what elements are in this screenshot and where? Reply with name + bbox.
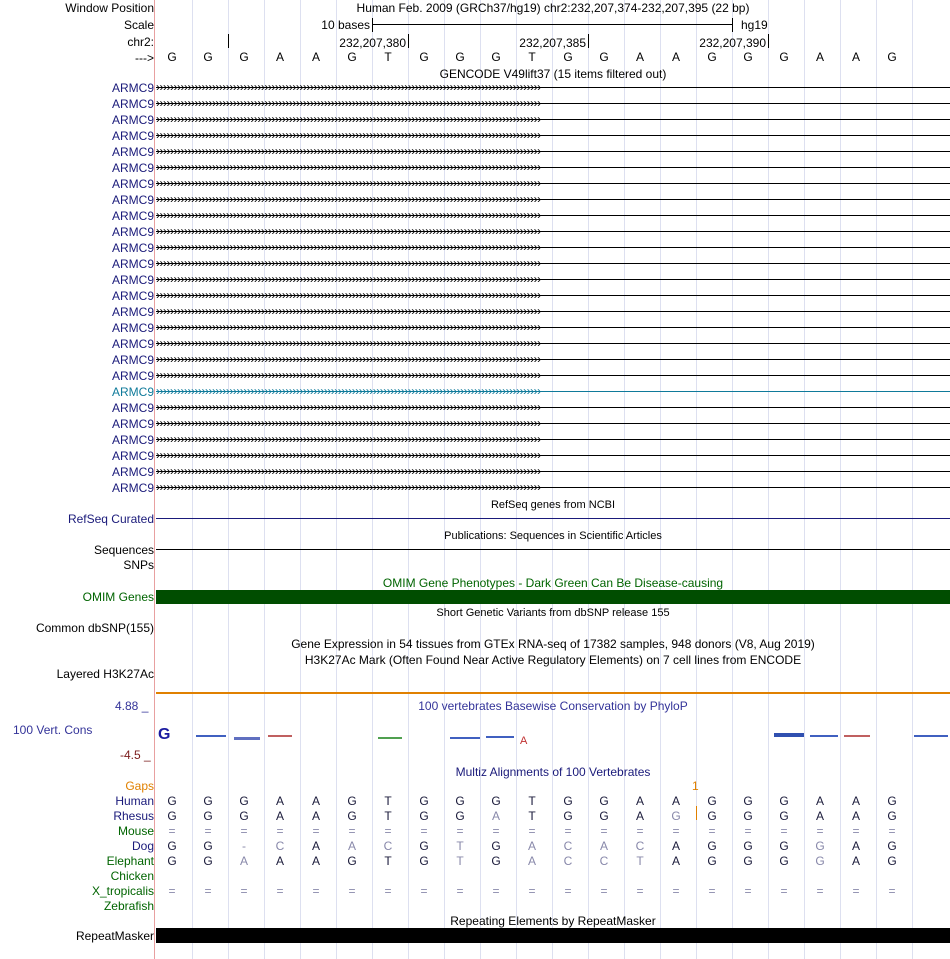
aligned-base: G xyxy=(347,854,357,868)
phylop-mark xyxy=(844,735,870,737)
species-label[interactable]: Rhesus xyxy=(113,809,154,823)
phylop-base-a: A xyxy=(520,735,528,747)
dbsnp-label[interactable]: Common dbSNP(155) xyxy=(35,621,154,635)
strand-arrows: ›››››››››››››››››››››››››››››››››››››››››››››››››››››››››››››››››››››››››››››››››››››››››››››››››››››››››››››› xyxy=(156,192,541,206)
aligned-base: A xyxy=(671,794,680,808)
aligned-base: G xyxy=(455,809,465,823)
strand-arrows: ›››››››››››››››››››››››››››››››››››››››››››››››››››››››››››››››››››››››››››››››››››››››››››››››››››››››››››››› xyxy=(156,336,541,350)
aligned-base: A xyxy=(815,794,824,808)
gencode-transcript-line[interactable] xyxy=(156,240,950,254)
gencode-transcript-line[interactable] xyxy=(156,176,950,190)
gencode-transcript-line[interactable] xyxy=(156,400,950,414)
gencode-transcript-line[interactable] xyxy=(156,192,950,206)
aligned-base: = xyxy=(384,824,392,838)
aligned-base: G xyxy=(887,854,897,868)
aligned-base: G xyxy=(203,794,213,808)
strand-arrows: ›››››››››››››››››››››››››››››››››››››››››››››››››››››››››››››››››››››››››››››››››››››››››››››››››››››››››››››› xyxy=(156,288,541,302)
omim-track-title: OMIM Gene Phenotypes - Dark Green Can Be Disease-causing xyxy=(382,576,724,590)
h3k27ac-track[interactable] xyxy=(156,692,950,694)
species-label[interactable]: X_tropicalis xyxy=(91,884,154,898)
aligned-base: G xyxy=(491,839,501,853)
reference-base: G xyxy=(491,50,501,64)
aligned-base: G xyxy=(743,794,753,808)
aligned-base: = xyxy=(384,884,392,898)
aligned-base: G xyxy=(419,809,429,823)
gencode-transcript-line[interactable] xyxy=(156,480,950,494)
gencode-item-label[interactable]: ARMC9 xyxy=(111,241,154,255)
repeatmasker-track-title: Repeating Elements by RepeatMasker xyxy=(450,914,656,928)
aligned-base: = xyxy=(708,884,716,898)
gencode-item-label[interactable]: ARMC9 xyxy=(111,81,154,95)
coord-tick xyxy=(228,34,229,48)
aligned-base: A xyxy=(671,854,680,868)
aligned-base: = xyxy=(744,824,752,838)
reference-base: A xyxy=(275,50,284,64)
refseq-curated-track[interactable] xyxy=(156,518,950,519)
aligned-base: = xyxy=(708,824,716,838)
gencode-item-label[interactable]: ARMC9 xyxy=(111,369,154,383)
reference-base: G xyxy=(779,50,789,64)
gencode-item-label[interactable]: ARMC9 xyxy=(111,337,154,351)
aligned-base: T xyxy=(384,809,392,823)
aligned-base: A xyxy=(275,854,284,868)
aligned-base: = xyxy=(348,884,356,898)
phylop-mark xyxy=(486,736,514,738)
aligned-base: = xyxy=(456,884,464,898)
gencode-item-label[interactable]: ARMC9 xyxy=(111,449,154,463)
aligned-base: G xyxy=(743,839,753,853)
gencode-item-label[interactable]: ARMC9 xyxy=(111,145,154,159)
dbsnp-track-title: Short Genetic Variants from dbSNP release 155 xyxy=(436,607,670,619)
aligned-base: C xyxy=(275,839,285,853)
gencode-transcript-line[interactable] xyxy=(156,96,950,110)
aligned-base: G xyxy=(815,839,825,853)
repeatmasker-label[interactable]: RepeatMasker xyxy=(75,929,154,943)
reference-base: A xyxy=(671,50,680,64)
repeatmasker-bar[interactable] xyxy=(156,928,950,943)
aligned-base: = xyxy=(420,824,428,838)
phylop-mark xyxy=(810,735,838,737)
strand-arrows: ›››››››››››››››››››››››››››››››››››››››››››››››››››››››››››››››››››››››››››››››››››››››››››››››››››››››››››››› xyxy=(156,128,541,142)
reference-base: G xyxy=(419,50,429,64)
aligned-base: - xyxy=(242,839,246,853)
aligned-base: G xyxy=(887,839,897,853)
reference-base: A xyxy=(311,50,320,64)
aligned-base: G xyxy=(419,794,429,808)
aligned-base: = xyxy=(204,824,212,838)
aligned-base: G xyxy=(167,854,177,868)
strand-arrows: ›››››››››››››››››››››››››››››››››››››››››››››››››››››››››››››››››››››››››››››››››››››››››››››››››››››››››››››› xyxy=(156,176,541,190)
aligned-base: = xyxy=(312,884,320,898)
gencode-item-label[interactable]: ARMC9 xyxy=(111,273,154,287)
gencode-item-label[interactable]: ARMC9 xyxy=(111,433,154,447)
scale-label: Scale xyxy=(123,18,154,32)
aligned-base: = xyxy=(564,824,572,838)
phylop-mark xyxy=(914,735,948,737)
aligned-base: = xyxy=(420,884,428,898)
aligned-base: T xyxy=(528,809,536,823)
phylop-mark xyxy=(774,733,804,737)
species-label[interactable]: Elephant xyxy=(106,854,154,868)
coord-label: 232,207,390 xyxy=(699,36,766,50)
aligned-base: T xyxy=(528,794,536,808)
chrom-label: chr2: xyxy=(127,35,154,49)
aligned-base: = xyxy=(888,884,896,898)
aligned-base: G xyxy=(347,809,357,823)
gencode-item-label[interactable]: ARMC9 xyxy=(111,113,154,127)
aligned-base: G xyxy=(743,809,753,823)
aligned-base: G xyxy=(707,809,717,823)
reference-base: T xyxy=(384,50,392,64)
aligned-base: G xyxy=(599,794,609,808)
aligned-base: = xyxy=(276,824,284,838)
gencode-transcript-line[interactable] xyxy=(156,464,950,478)
aligned-base: A xyxy=(275,809,284,823)
aligned-base: G xyxy=(707,794,717,808)
aligned-base: G xyxy=(707,839,717,853)
phylop-logo[interactable] xyxy=(156,725,950,747)
strand-arrows: ›››››››››››››››››››››››››››››››››››››››››››››››››››››››››››››››››››››››››››››››››››››››››››››››››››››››››››››› xyxy=(156,320,541,334)
aligned-base: = xyxy=(780,884,788,898)
aligned-base: A xyxy=(671,839,680,853)
strand-arrows: ›››››››››››››››››››››››››››››››››››››››››››››››››››››››››››››››››››››››››››››››››››››››››››››››››››››››››››››› xyxy=(156,272,541,286)
scale-bar-right-end xyxy=(732,18,733,32)
strand-arrows: ›››››››››››››››››››››››››››››››››››››››››››››››››››››››››››››››››››››››››››››››››››››››››››››››››››››››››››››› xyxy=(156,480,541,494)
gencode-item-label[interactable]: ARMC9 xyxy=(111,129,154,143)
gencode-item-label[interactable]: ARMC9 xyxy=(111,209,154,223)
scale-bar xyxy=(372,24,733,25)
strand-arrows: ›››››››››››››››››››››››››››››››››››››››››››››››››››››››››››››››››››››››››››››››››››››››››››››››››››››››››››››› xyxy=(156,368,541,382)
reference-base: G xyxy=(707,50,717,64)
gencode-transcript-line[interactable] xyxy=(156,208,950,222)
gencode-transcript-line[interactable] xyxy=(156,384,950,398)
gencode-item-label[interactable]: ARMC9 xyxy=(111,193,154,207)
phylop-max: 4.88 _ xyxy=(115,699,149,713)
reference-base: A xyxy=(635,50,644,64)
aligned-base: A xyxy=(635,794,644,808)
phylop-mark xyxy=(268,735,292,737)
phylop-base-g: G xyxy=(158,726,171,743)
aligned-base: G xyxy=(239,809,249,823)
reference-base: A xyxy=(815,50,824,64)
aligned-base: = xyxy=(492,824,500,838)
aligned-base: = xyxy=(168,824,176,838)
aligned-base: G xyxy=(239,794,249,808)
strand-arrows: ›››››››››››››››››››››››››››››››››››››››››››››››››››››››››››››››››››››››››››››››››››››››››››››››››››››››››››››› xyxy=(156,240,541,254)
aligned-base: G xyxy=(419,839,429,853)
aligned-base: = xyxy=(456,824,464,838)
aligned-base: = xyxy=(528,824,536,838)
aligned-base: G xyxy=(599,809,609,823)
gencode-item-label[interactable]: ARMC9 xyxy=(111,353,154,367)
phylop-min: -4.5 _ xyxy=(120,748,151,762)
reference-base: G xyxy=(203,50,213,64)
gencode-item-label[interactable]: ARMC9 xyxy=(111,161,154,175)
aligned-base: G xyxy=(671,809,681,823)
aligned-base: = xyxy=(240,824,248,838)
phylop-mark xyxy=(234,737,260,740)
gencode-transcript-line[interactable] xyxy=(156,448,950,462)
aligned-base: = xyxy=(780,824,788,838)
reference-base: G xyxy=(743,50,753,64)
aligned-base: G xyxy=(419,854,429,868)
aligned-base: G xyxy=(815,854,825,868)
aligned-base: C xyxy=(563,854,573,868)
aligned-base: = xyxy=(492,884,500,898)
species-label[interactable]: Chicken xyxy=(110,869,154,883)
coord-tick xyxy=(768,34,769,48)
gencode-transcript-line[interactable] xyxy=(156,352,950,366)
aligned-base: G xyxy=(167,839,177,853)
gencode-transcript-line[interactable] xyxy=(156,432,950,446)
gaps-label[interactable]: Gaps xyxy=(125,779,154,793)
aligned-base: = xyxy=(204,884,212,898)
strand-arrows: ›››››››››››››››››››››››››››››››››››››››››››››››››››››››››››››››››››››››››››››››››››››››››››››››››››››››››››››› xyxy=(156,160,541,174)
aligned-base: T xyxy=(636,854,644,868)
reference-base: G xyxy=(887,50,897,64)
refseq-track-title: RefSeq genes from NCBI xyxy=(490,499,616,511)
aligned-base: G xyxy=(491,794,501,808)
reference-base: G xyxy=(167,50,177,64)
reference-base: G xyxy=(239,50,249,64)
aligned-base: = xyxy=(168,884,176,898)
aligned-base: = xyxy=(600,884,608,898)
gencode-transcript-line[interactable] xyxy=(156,224,950,238)
aligned-base: C xyxy=(599,854,609,868)
aligned-base: = xyxy=(528,884,536,898)
strand-arrows: ›››››››››››››››››››››››››››››››››››››››››››››››››››››››››››››››››››››››››››››››››››››››››››››››››››››››››››››› xyxy=(156,256,541,270)
aligned-base: = xyxy=(888,824,896,838)
gencode-item-label[interactable]: ARMC9 xyxy=(111,321,154,335)
aligned-base: = xyxy=(852,884,860,898)
gencode-item-label[interactable]: ARMC9 xyxy=(111,417,154,431)
gencode-transcript-line[interactable] xyxy=(156,272,950,286)
coord-tick xyxy=(408,34,409,48)
gencode-transcript-line[interactable] xyxy=(156,80,950,94)
aligned-base: = xyxy=(600,824,608,838)
strand-arrow-label: ---> xyxy=(135,51,154,65)
aligned-base: = xyxy=(816,884,824,898)
refseq-curated-label[interactable]: RefSeq Curated xyxy=(67,512,154,526)
aligned-base: A xyxy=(851,794,860,808)
gencode-transcript-line[interactable] xyxy=(156,336,950,350)
aligned-base: = xyxy=(744,884,752,898)
gtex-track-title: Gene Expression in 54 tissues from GTEx RNA-seq of 17382 samples, 948 donors (V8, Aug 2019) xyxy=(291,637,815,651)
gencode-transcript-line[interactable] xyxy=(156,304,950,318)
aligned-base: = xyxy=(672,824,680,838)
strand-arrows: ›››››››››››››››››››››››››››››››››››››››››››››››››››››››››››››››››››››››››››››››››››››››››››››››››››››››››››››› xyxy=(156,448,541,462)
aligned-base: G xyxy=(779,794,789,808)
gencode-transcript-line[interactable] xyxy=(156,112,950,126)
coord-label: 232,207,385 xyxy=(519,36,586,50)
gencode-transcript-line[interactable] xyxy=(156,368,950,382)
aligned-base: = xyxy=(852,824,860,838)
aligned-base: = xyxy=(636,824,644,838)
aligned-base: = xyxy=(312,824,320,838)
phylop-mark xyxy=(378,737,402,739)
reference-base: G xyxy=(563,50,573,64)
strand-arrows: ›››››››››››››››››››››››››››››››››››››››››››››››››››››››››››››››››››››››››››››››››››››››››››››››››››››››››››››› xyxy=(156,384,541,398)
db-label: hg19 xyxy=(741,18,768,32)
h3k27ac-label[interactable]: Layered H3K27Ac xyxy=(56,667,154,681)
gencode-item-label[interactable]: ARMC9 xyxy=(111,465,154,479)
species-label[interactable]: Zebrafish xyxy=(103,899,154,913)
aligned-base: A xyxy=(275,794,284,808)
reference-base: G xyxy=(599,50,609,64)
aligned-base: A xyxy=(851,854,860,868)
strand-arrows: ›››››››››››››››››››››››››››››››››››››››››››››››››››››››››››››››››››››››››››››››››››››››››››››››››››››››››››››› xyxy=(156,416,541,430)
aligned-base: A xyxy=(239,854,248,868)
aligned-base: A xyxy=(851,839,860,853)
aligned-base: A xyxy=(851,809,860,823)
coord-label: 232,207,380 xyxy=(339,36,406,50)
aligned-base: = xyxy=(672,884,680,898)
strand-arrows: ›››››››››››››››››››››››››››››››››››››››››››››››››››››››››››››››››››››››››››››››››››››››››››››››››››››››››››››› xyxy=(156,400,541,414)
aligned-base: A xyxy=(527,839,536,853)
assembly-position: Human Feb. 2009 (GRCh37/hg19) chr2:232,207,374-232,207,395 (22 bp) xyxy=(356,1,750,15)
aligned-base: T xyxy=(384,854,392,868)
aligned-base: G xyxy=(491,854,501,868)
strand-arrows: ›››››››››››››››››››››››››››››››››››››››››››››››››››››››››››››››››››››››››››››››››››››››››››››››››››››››››››››› xyxy=(156,96,541,110)
gencode-item-label[interactable]: ARMC9 xyxy=(111,289,154,303)
aligned-base: T xyxy=(456,854,464,868)
gencode-track-title: GENCODE V49lift37 (15 items filtered out) xyxy=(439,67,667,81)
gencode-item-label[interactable]: ARMC9 xyxy=(111,97,154,111)
strand-arrows: ›››››››››››››››››››››››››››››››››››››››››››››››››››››››››››››››››››››››››››››››››››››››››››››››››››››››››››››› xyxy=(156,304,541,318)
species-label[interactable]: Mouse xyxy=(117,824,154,838)
aligned-base: T xyxy=(456,839,464,853)
window-position-label: Window Position xyxy=(65,1,154,15)
aligned-base: G xyxy=(887,809,897,823)
publications-track-title: Publications: Sequences in Scientific Articles xyxy=(444,530,662,542)
reference-base: G xyxy=(347,50,357,64)
aligned-base: G xyxy=(707,854,717,868)
snps-label[interactable]: SNPs xyxy=(123,558,154,572)
aligned-base: C xyxy=(635,839,645,853)
aligned-base: G xyxy=(167,794,177,808)
aligned-base: T xyxy=(384,794,392,808)
gencode-transcript-line[interactable] xyxy=(156,320,950,334)
aligned-base: G xyxy=(563,809,573,823)
aligned-base: = xyxy=(276,884,284,898)
aligned-base: C xyxy=(383,839,393,853)
sequences-track[interactable] xyxy=(156,549,950,550)
strand-arrows: ›››››››››››››››››››››››››››››››››››››››››››››››››››››››››››››››››››››››››››››››››››››››››››››››››››››››››››››› xyxy=(156,352,541,366)
aligned-base: A xyxy=(527,854,536,868)
reference-base: G xyxy=(455,50,465,64)
aligned-base: G xyxy=(779,839,789,853)
aligned-base: G xyxy=(203,809,213,823)
omim-genes-label[interactable]: OMIM Genes xyxy=(82,590,154,604)
gencode-item-label[interactable]: ARMC9 xyxy=(111,481,154,495)
reference-base: A xyxy=(851,50,860,64)
species-label[interactable]: Human xyxy=(115,794,154,808)
reference-base: T xyxy=(528,50,536,64)
gencode-item-label[interactable]: ARMC9 xyxy=(111,385,154,399)
gencode-item-label[interactable]: ARMC9 xyxy=(111,225,154,239)
aligned-base: G xyxy=(455,794,465,808)
gencode-transcript-line[interactable] xyxy=(156,128,950,142)
aligned-base: A xyxy=(635,809,644,823)
omim-genes-bar[interactable] xyxy=(156,590,950,604)
aligned-base: A xyxy=(311,854,320,868)
scale-bar-left-end xyxy=(372,18,373,32)
h3k27ac-track-title: H3K27Ac Mark (Often Found Near Active Regulatory Elements) on 7 cell lines from ENCODE xyxy=(304,653,802,667)
phylop-mark xyxy=(450,737,480,739)
aligned-base: = xyxy=(564,884,572,898)
aligned-base: A xyxy=(491,809,500,823)
strand-arrows: ›››››››››››››››››››››››››››››››››››››››››››››››››››››››››››››››››››››››››››››››››››››››››››››››››››››››››››››› xyxy=(156,144,541,158)
aligned-base: G xyxy=(779,854,789,868)
aligned-base: C xyxy=(563,839,573,853)
gencode-transcript-line[interactable] xyxy=(156,144,950,158)
gap-count: 1 xyxy=(692,779,699,793)
aligned-base: A xyxy=(815,809,824,823)
strand-arrows: ›››››››››››››››››››››››››››››››››››››››››››››››››››››››››››››››››››››››››››››››››››››››››››››››››››››››››››››› xyxy=(156,464,541,478)
species-label[interactable]: Dog xyxy=(131,839,154,853)
gencode-transcript-line[interactable] xyxy=(156,416,950,430)
sequences-label[interactable]: Sequences xyxy=(93,543,154,557)
gencode-transcript-line[interactable] xyxy=(156,160,950,174)
aligned-base: A xyxy=(347,839,356,853)
strand-arrows: ›››››››››››››››››››››››››››››››››››››››››››››››››››››››››››››››››››››››››››››››››››››››››››››››››››››››››››››› xyxy=(156,224,541,238)
aligned-base: A xyxy=(311,794,320,808)
aligned-base: G xyxy=(779,809,789,823)
aligned-base: G xyxy=(563,794,573,808)
strand-arrows: ›››››››››››››››››››››››››››››››››››››››››››››››››››››››››››››››››››››››››››››››››››››››››››››››››››››››››››››› xyxy=(156,208,541,222)
gencode-item-label[interactable]: ARMC9 xyxy=(111,257,154,271)
phylop-mark xyxy=(196,735,226,737)
scale-bases-text: 10 bases xyxy=(321,18,370,32)
aligned-base: = xyxy=(636,884,644,898)
aligned-base: = xyxy=(240,884,248,898)
gencode-transcript-line[interactable] xyxy=(156,256,950,270)
aligned-base: G xyxy=(203,854,213,868)
aligned-base: G xyxy=(167,809,177,823)
aligned-base: G xyxy=(203,839,213,853)
aligned-base: = xyxy=(816,824,824,838)
phylop-track-title: 100 vertebrates Basewise Conservation by PhyloP xyxy=(418,699,688,713)
coord-tick xyxy=(588,34,589,48)
gencode-item-label[interactable]: ARMC9 xyxy=(111,305,154,319)
gencode-item-label[interactable]: ARMC9 xyxy=(111,401,154,415)
strand-arrows: ›››››››››››››››››››››››››››››››››››››››››››››››››››››››››››››››››››››››››››››››››››››››››››››››››››››››››››››› xyxy=(156,112,541,126)
phylop-label[interactable]: 100 Vert. Cons xyxy=(13,723,93,737)
aligned-base: G xyxy=(887,794,897,808)
strand-arrows: ›››››››››››››››››››››››››››››››››››››››››››››››››››››››››››››››››››››››››››››››››››››››››››››››››››››››››››››› xyxy=(156,432,541,446)
gencode-transcript-line[interactable] xyxy=(156,288,950,302)
aligned-base: G xyxy=(347,794,357,808)
aligned-base: A xyxy=(599,839,608,853)
strand-arrows: ›››››››››››››››››››››››››››››››››››››››››››››››››››››››››››››››››››››››››››››››››››››››››››››››››››››››››››››› xyxy=(156,80,541,94)
aligned-base: A xyxy=(311,809,320,823)
aligned-base: = xyxy=(348,824,356,838)
aligned-base: A xyxy=(311,839,320,853)
gencode-item-label[interactable]: ARMC9 xyxy=(111,177,154,191)
multiz-track-title: Multiz Alignments of 100 Vertebrates xyxy=(455,765,651,779)
aligned-base: G xyxy=(743,854,753,868)
